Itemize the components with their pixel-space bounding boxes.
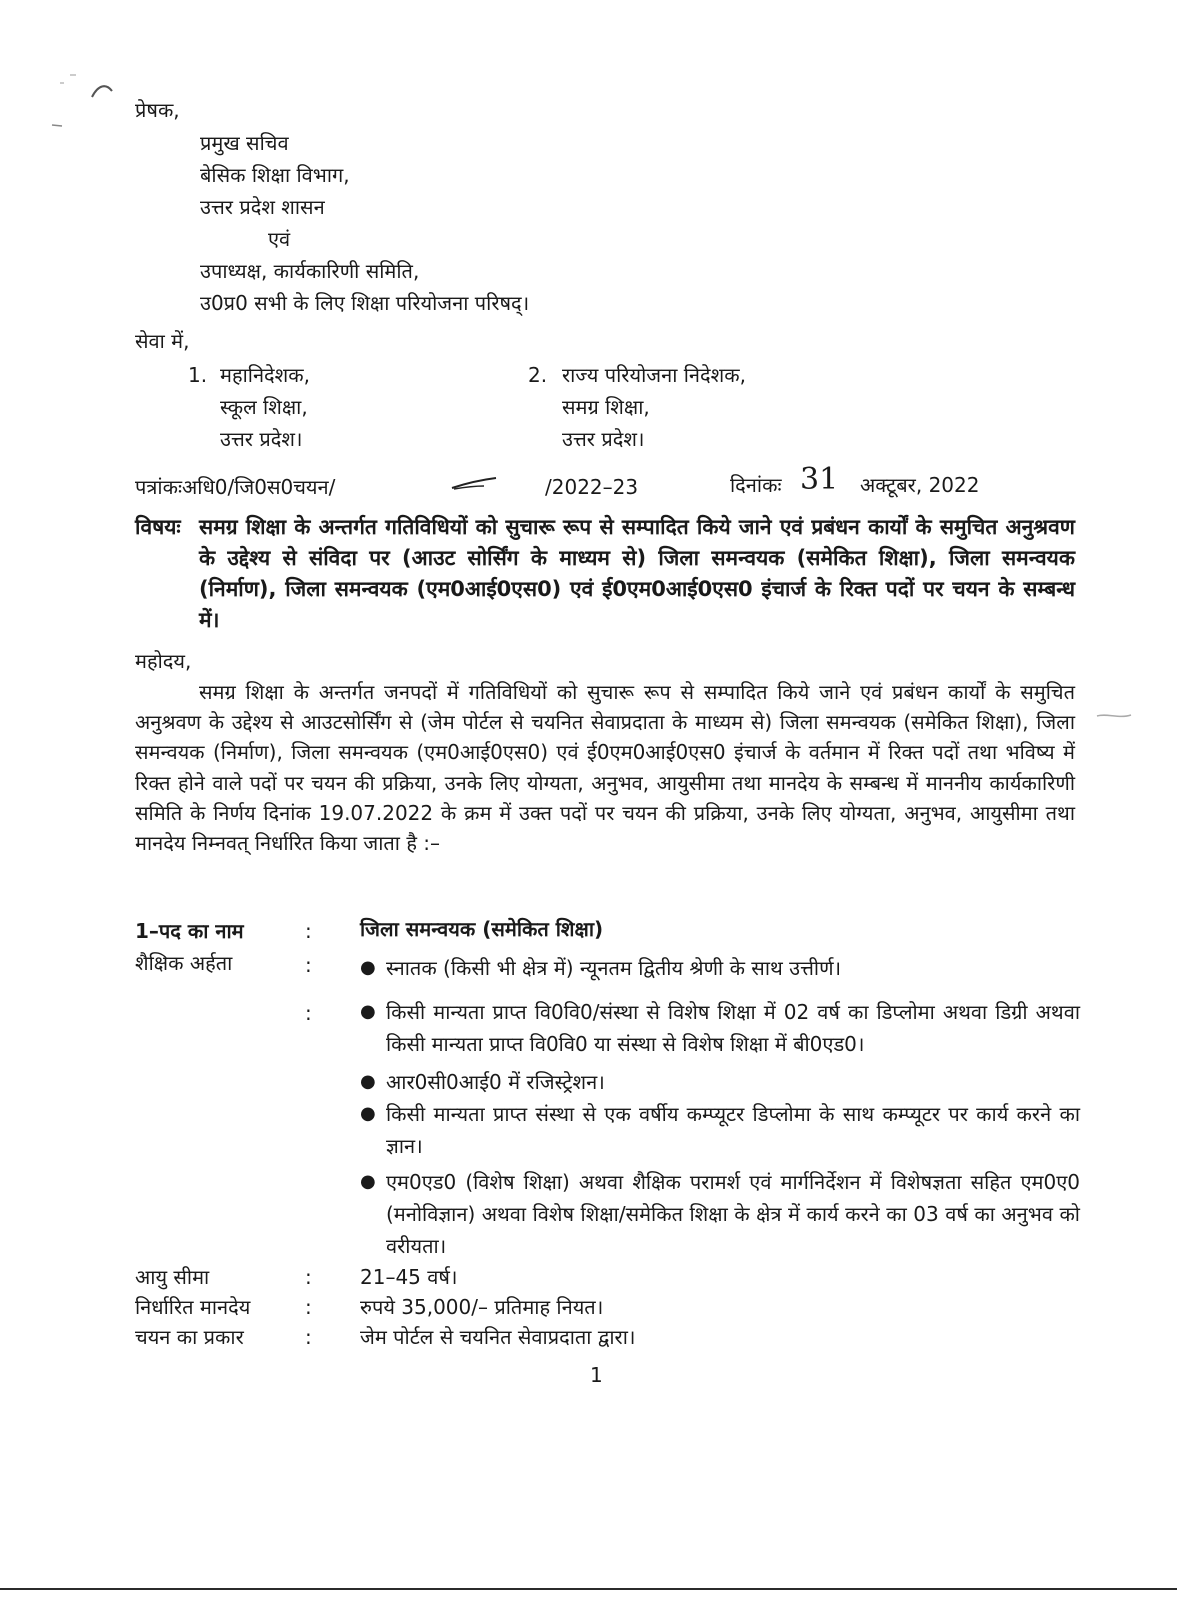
post-name-label: 1–पद का नाम [135,919,244,943]
bullet-icon: ● [360,1071,376,1092]
recipient-line: स्कूल शिक्षा, [220,395,308,419]
scan-mark-icon [1095,710,1135,722]
selection-label: चयन का प्रकार [135,1325,244,1349]
qualification-item: ● आर0सी0आई0 में रजिस्ट्रेशन। [360,1066,1080,1098]
qualification-item: ● किसी मान्यता प्राप्त संस्था से एक वर्षीय कम्प्यूटर डिप्लोमा के साथ कम्प्यूटर पर कार्य करने का ज्ञान। [360,1098,1080,1162]
sender-line: उत्तर प्रदेश शासन [200,195,325,219]
separator: : [305,1265,312,1289]
body-paragraph: समग्र शिक्षा के अन्तर्गत जनपदों में गतिविधियों को सुचारू रूप से सम्पादित किये जाने एवं प्रबंधन कार्यों के समुचित अनुश्रवण के उद्देश्य से आउटसोर्सिंग से (जेम पोर्टल से चयनित सेवाप्रदाता के माध्यम से) जिला समन्वयक (समेकित शिक्षा), जिला समन्वयक (निर्माण), जिला समन्वयक (एम0आई0एस0) एवं ई0एम0आई0एस0 इंचार्ज के वर्तमान में रिक्त पदों तथा भविष्य में रिक्त होने वाले पदों पर चयन की प्रक्रिया, उनके लिए योग्यता, अनुभव, आयुसीमा तथा मानदेय के सम्बन्ध में माननीय कार्यकारिणी समिति के निर्णय दिनांक 19.07.2022 के क्रम में उक्त पदों पर चयन की प्रक्रिया, उनके लिए योग्यता, अनुभव, आयुसीमा तथा मानदेय निम्नवत् निर्धारित किया जाता है :– [135,680,1075,856]
page-number: 1 [590,1363,603,1387]
bullet-icon: ● [360,1103,376,1124]
selection-value: जेम पोर्टल से चयनित सेवाप्रदाता द्वारा। [360,1325,636,1349]
page-bottom-rule [0,1588,1177,1590]
separator: : [305,1001,312,1025]
reference-suffix: /2022–23 [545,475,639,499]
salutation: महोदय, [135,649,192,673]
sender-line: उपाध्यक्ष, कार्यकारिणी समिति, [200,259,420,283]
age-label: आयु सीमा [135,1265,210,1289]
sender-line: बेसिक शिक्षा विभाग, [200,163,350,187]
qualification-label: शैक्षिक अर्हता [135,951,233,975]
subject-label: विषयः [135,515,181,539]
reference-prefix: पत्रांकःअधि0/जि0स0चयन/ [135,475,336,499]
recipient-line: उत्तर प्रदेश। [562,427,645,451]
date-rest: अक्टूबर, 2022 [860,473,980,497]
subject-text: समग्र शिक्षा के अन्तर्गत गतिविधियों को सुचारू रूप से सम्पादित किये जाने एवं प्रबंधन कार्यों के समुचित अनुश्रवण के उद्देश्य से संविदा पर (आउट सोर्सिंग के माध्यम से) जिला समन्वयक (समेकित शिक्षा), जिला समन्वयक (निर्माण), जिला समन्वयक (एम0आई0एस0) एवं ई0एम0आई0एस0 इंचार्ज के रिक्त पदों पर चयन के सम्बन्ध में। [199,515,1075,632]
recipient-line: राज्य परियोजना निदेशक, [562,363,746,387]
sender-line: एवं [268,227,291,251]
recipient-label: सेवा में, [135,329,190,353]
bullet-icon: ● [360,957,376,978]
qualification-item: ● किसी मान्यता प्राप्त वि0वि0/संस्था से विशेष शिक्षा में 02 वर्ष का डिप्लोमा अथवा डिग्री अथवा किसी मान्यता प्राप्त वि0वि0 या संस्था से विशेष शिक्षा में बी0एड0। [360,996,1080,1060]
recipient-line: उत्तर प्रदेश। [220,427,303,451]
recipient-line: समग्र शिक्षा, [562,395,650,419]
bullet-icon: ● [360,1001,376,1022]
post-name-value: जिला समन्वयक (समेकित शिक्षा) [360,917,604,941]
qualification-item: ● स्नातक (किसी भी क्षेत्र में) न्यूनतम द्वितीय श्रेणी के साथ उत्तीर्ण। [360,952,1080,984]
recipient-number: 2. [528,363,548,387]
date-label: दिनांकः [730,473,782,497]
separator: : [305,953,312,977]
sender-line: प्रमुख सचिव [200,131,289,155]
separator: : [305,919,312,943]
honorarium-label: निर्धारित मानदेय [135,1295,251,1319]
bullet-icon: ● [360,1171,376,1192]
sender-line: उ0प्र0 सभी के लिए शिक्षा परियोजना परिषद्। [200,291,530,315]
separator: : [305,1325,312,1349]
handwritten-dash-icon [450,474,500,496]
separator: : [305,1295,312,1319]
subject-block [135,512,1075,636]
recipient-number: 1. [188,363,208,387]
scan-mark-icon [50,55,120,135]
recipient-line: महानिदेशक, [220,363,310,387]
age-value: 21–45 वर्ष। [360,1265,458,1289]
qualification-item: ● एम0एड0 (विशेष शिक्षा) अथवा शैक्षिक परामर्श एवं मार्गनिर्देशन में विशेषज्ञता सहित एम0ए0 (मनोविज्ञान) अथवा विशेष शिक्षा/समेकित शिक्षा के क्षेत्र में कार्य करने का 03 वर्ष का अनुभव को वरीयता। [360,1166,1080,1262]
sender-label: प्रेषक, [135,98,180,122]
honorarium-value: रुपये 35,000/– प्रतिमाह नियत। [360,1295,604,1319]
handwritten-date-day: 31 [800,462,839,497]
